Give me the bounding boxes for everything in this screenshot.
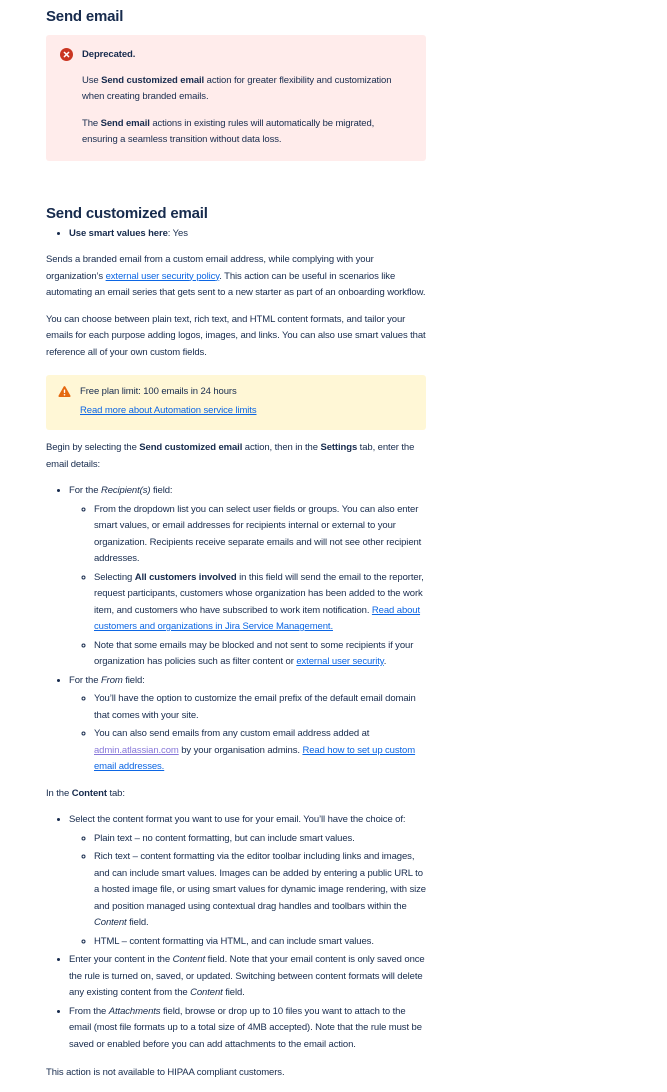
text-run: . This action can be useful in scenarios like automating an email series that gets sent to a new starter as part of an onboarding workflow.	[46, 270, 426, 298]
panel-paragraph	[82, 116, 412, 149]
text-run: Content	[172, 954, 206, 965]
list-item	[94, 570, 426, 636]
panel-title: Deprecated.	[82, 49, 136, 60]
text-run: Use	[82, 74, 102, 86]
paragraph	[46, 440, 426, 473]
text-run: You can also send emails from any custom email address added at	[94, 728, 370, 739]
list-item	[94, 934, 426, 951]
content-list	[46, 812, 426, 1053]
paragraph	[46, 786, 426, 803]
text-run: field. Note that your email content is only saved once the rule is turned on, saved, or updated. Switching between content formats will delete any existing content from the	[69, 954, 425, 998]
sub-bullet-list	[69, 502, 426, 671]
text-run: tab:	[106, 787, 125, 799]
article	[46, 0, 426, 1082]
text-run: Free plan limit: 100 emails in 24 hours	[80, 386, 237, 397]
link[interactable]: Read about customers and organizations in Jira Service Management.	[94, 604, 421, 632]
list-item	[94, 691, 426, 724]
text-run: Note that some emails may be blocked and not sent to some recipients if your organization has policies such as filter content or	[94, 639, 414, 667]
settings-list	[46, 483, 426, 776]
text-run: The	[82, 117, 101, 129]
text-run: action, then in the	[242, 442, 321, 453]
text-run: You can choose between plain text, rich text, and HTML content formats, and tailor your emails for each purpose adding logos, images, and links. You can also use smart values that reference all of your own custom fields.	[46, 313, 426, 358]
sub-bullet-list	[69, 691, 426, 776]
link[interactable]: admin.atlassian.com	[94, 744, 179, 756]
text-run: field.	[126, 917, 149, 928]
section-title-send-customized-email: Send customized email	[46, 204, 208, 222]
text-run: Settings	[320, 442, 358, 453]
text-run: For the	[69, 485, 101, 496]
text-run: Content	[190, 987, 223, 998]
text-run: You’ll have the option to customize the email prefix of the default email domain that comes with your site.	[94, 693, 416, 721]
link[interactable]: Read more about Automation service limits	[80, 404, 257, 416]
link[interactable]: external user security	[296, 656, 384, 667]
list-item	[94, 502, 426, 568]
text-run: by your organisation admins.	[178, 744, 303, 756]
paragraph	[46, 312, 426, 362]
warning-icon	[58, 385, 71, 398]
panel-body	[80, 384, 414, 421]
error-icon	[60, 48, 73, 61]
text-run: field, browse or drop up to 10 files you want to attach to the email (most file formats up to a total size of 4MB accepted). Note that the rule must be saved or enabled before you can add attachments to the email action.	[69, 1005, 422, 1050]
list-item	[69, 812, 426, 950]
text-run: .	[383, 656, 387, 667]
text-run: Enter your content in the	[69, 954, 173, 965]
list-item	[69, 226, 426, 243]
text-run: Plain text – no content formatting, but can include smart values.	[94, 832, 355, 844]
text-run: Content	[71, 787, 107, 799]
list-item	[94, 638, 426, 671]
text-run: In the	[46, 787, 72, 799]
link[interactable]: external user security policy	[105, 270, 220, 282]
text-run: Send customized email	[101, 74, 205, 86]
text-run: Content	[94, 917, 127, 928]
text-run: in this field will send the email to the reporter, request participants, customers whose organization has been added to the work item, and customers who have subscribed to work item notification.	[94, 571, 424, 616]
page-title: Send email	[46, 8, 124, 25]
text-run: Send email	[100, 117, 150, 129]
panel-body	[82, 47, 412, 149]
text-run: From the dropdown list you can select user fields or groups. You can also enter smart values, or email addresses for recipients internal or external to your organization. Recipients receive separate emails and will not see other recipient addresses.	[94, 503, 422, 564]
text-run: Send customized email	[139, 442, 243, 453]
link[interactable]: Read how to set up custom email addresses.	[94, 744, 416, 772]
list-item	[69, 952, 426, 1002]
text-run: Select the content format you want to use for your email. You’ll have the choice of:	[69, 814, 406, 825]
list-item	[94, 849, 426, 932]
text-run: All customers involved	[134, 571, 237, 583]
text-run: field:	[150, 485, 173, 496]
text-run: From the	[69, 1005, 109, 1017]
text-run: actions in existing rules will automatically be migrated, ensuring a seamless transition without data loss.	[82, 117, 375, 145]
text-run: This action is not available to HIPAA compliant customers.	[46, 1067, 285, 1078]
panel-paragraph	[80, 384, 414, 401]
text-run: tab, enter the email details:	[46, 442, 415, 470]
smart-values-list	[46, 226, 426, 243]
paragraph	[46, 1065, 426, 1082]
list-item	[69, 483, 426, 671]
sub-bullet-list	[69, 831, 426, 951]
text-run: For the	[69, 674, 101, 686]
panel-paragraph	[82, 73, 412, 106]
text-run: Rich text – content formatting via the editor toolbar including links and images, and can include smart values. Images can be added by entering a public URL to a hosted image file, or using smart values for dynamic image rendering, with size and position managed using contextual drag handles and toolbars within the	[94, 851, 426, 912]
text-run: Recipient(s)	[100, 485, 151, 496]
text-run: field:	[122, 674, 145, 686]
free-plan-limit-panel	[46, 375, 426, 430]
list-item	[94, 831, 426, 848]
paragraph	[46, 252, 426, 302]
text-run: Sends a branded email from a custom email address, while complying with your organization’s	[46, 254, 374, 282]
text-run: field.	[222, 987, 245, 998]
list-item	[94, 726, 426, 776]
text-run: Selecting	[94, 571, 135, 583]
deprecated-panel	[46, 35, 426, 161]
panel-paragraph	[80, 403, 414, 420]
text-run: Use smart values here	[69, 227, 168, 239]
text-run: : Yes	[167, 227, 188, 239]
list-item	[69, 1004, 426, 1054]
text-run: From	[100, 674, 123, 686]
text-run: Attachments	[108, 1005, 161, 1017]
text-run: action for greater flexibility and customization when creating branded emails.	[82, 74, 392, 102]
text-run: HTML – content formatting via HTML, and can include smart values.	[94, 935, 374, 947]
text-run: Begin by selecting the	[46, 442, 140, 453]
list-item	[69, 673, 426, 776]
